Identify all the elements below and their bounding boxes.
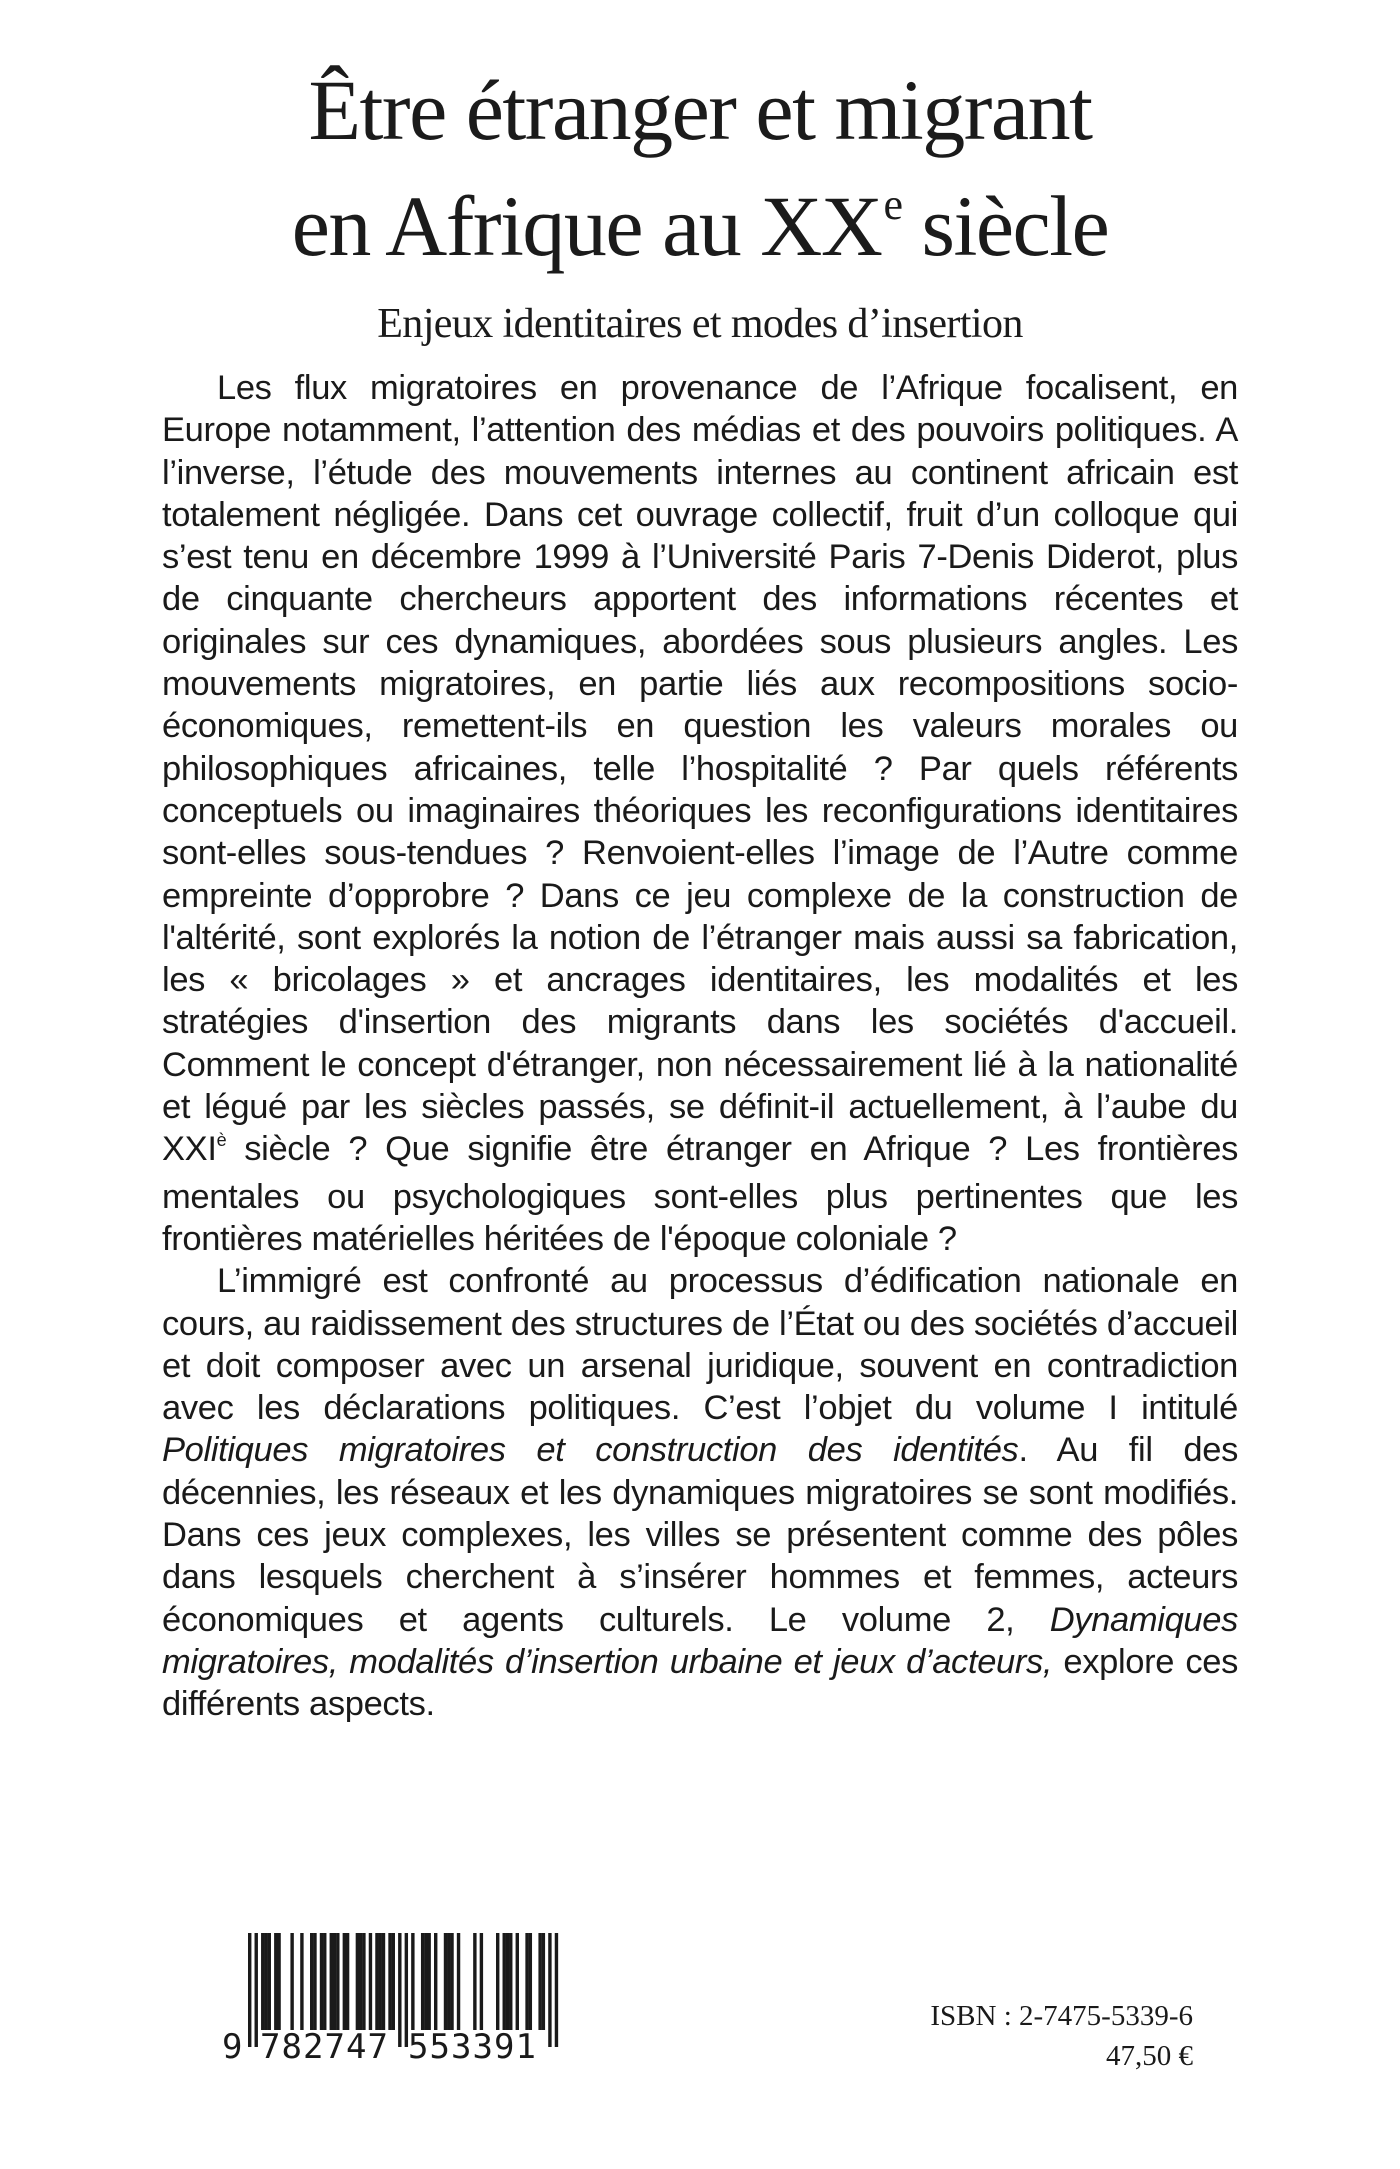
text-run: siècle ? Que signifie être étranger en Afrique ? Les frontières mentales ou psychologiques sont-elles plus pertinentes que les frontières matérielles héritées de l'époque coloniale ? (162, 1130, 1238, 1258)
barcode-bar (313, 1933, 316, 2030)
barcode-bar (525, 1933, 528, 2030)
barcode-bar (509, 1933, 512, 2030)
blurb-paragraph-2 (162, 1260, 1238, 1725)
text-run: explore ces différents aspects. (162, 1642, 1238, 1724)
barcode-bar (277, 1933, 280, 2030)
text-run: . Au fil des décennies, les réseaux et les dynamiques migratoires se sont modifiés. Dans ces jeux complexes, les villes se présentent comme des pôles dans lesquels cherchent à s’insérer hommes et femmes, acteurs économiques et agents culturels. Le volume 2, (162, 1431, 1238, 1639)
barcode-bar (427, 1933, 430, 2030)
barcode-bar (538, 1933, 541, 2030)
barcode-bar (548, 1933, 551, 2047)
barcode-bar (274, 1933, 277, 2030)
barcode-bar (323, 1933, 326, 2030)
barcode-bar (503, 1933, 506, 2030)
barcode-first-digit: 9 (222, 2027, 243, 2067)
blurb (162, 367, 1238, 1726)
barcode-bar (300, 1933, 303, 2030)
barcode-bar (333, 1933, 336, 2030)
barcode-bar (411, 1933, 414, 2030)
barcode-bar (379, 1933, 382, 2030)
barcode-bar (506, 1933, 509, 2030)
barcode-bar (369, 1933, 372, 2030)
barcode-bar (421, 1933, 424, 2030)
barcode-bar (473, 1933, 476, 2030)
barcode-bar (542, 1933, 545, 2030)
isbn-barcode (210, 1930, 570, 2070)
barcode-bar (362, 1933, 365, 2030)
barcode-right-digits: 553391 (408, 2027, 536, 2067)
book-title-line-1: Être étranger et migrant (308, 62, 1092, 158)
italic-title-run: Politiques migratoires et construction des identités (162, 1431, 1019, 1470)
barcode-bar (398, 1933, 401, 2047)
barcode-bar (529, 1933, 532, 2030)
barcode-bar (388, 1933, 391, 2030)
barcode-bar (356, 1933, 359, 2030)
book-title-line-2 (0, 176, 1400, 291)
barcode-bar (264, 1933, 267, 2030)
barcode-bar (450, 1933, 453, 2030)
barcode-bar (434, 1933, 437, 2030)
barcode-bar (268, 1933, 271, 2030)
barcode-bar (310, 1933, 313, 2030)
barcode-bar (248, 1933, 251, 2047)
barcode-bar (330, 1933, 333, 2030)
italic-title-run: Dynamiques migratoires, modalités d’insertion urbaine et jeux d’acteurs, (162, 1600, 1238, 1681)
superscript-run: è (216, 1130, 227, 1151)
text-run: L’immigré est confronté au processus d’édification nationale en cours, au raidissement des structures de l’État ou des sociétés d’accueil et doit composer avec un arsenal juridique, souvent en contradiction avec les déclarations politiques. C’est l’objet du volume I intitulé (162, 1262, 1238, 1428)
barcode-bar (382, 1933, 385, 2030)
barcode-bar (392, 1933, 395, 2030)
title-century-superscript: e (883, 180, 902, 229)
barcode-bar (375, 1933, 378, 2030)
barcode-bar (343, 1933, 346, 2030)
barcode-bar (555, 1933, 558, 2047)
barcode-bar (336, 1933, 339, 2030)
barcode-bar (496, 1933, 499, 2030)
barcode-left-digits: 782747 (260, 2027, 388, 2067)
blurb-paragraph-1 (162, 367, 1238, 1260)
book-subtitle: Enjeux identitaires et modes d’insertion (377, 301, 1023, 347)
barcode-bar (255, 1933, 258, 2047)
isbn-number: ISBN : 2-7475-5339-6 (930, 2000, 1193, 2032)
barcode-bar (457, 1933, 460, 2030)
barcode-bar (320, 1933, 323, 2030)
price: 47,50 € (1106, 2040, 1193, 2072)
title-line-2-end: siècle (901, 178, 1109, 274)
barcode-bar (447, 1933, 450, 2030)
barcode-bar (346, 1933, 349, 2030)
barcode-bar (261, 1933, 264, 2030)
barcode-bar (444, 1933, 447, 2030)
text-run: Les flux migratoires en provenance de l’Afrique focalisent, en Europe notamment, l’attention des médias et des pouvoirs politiques. A l’inverse, l’étude des mouvements internes au continent africain est totalement négligée. Dans cet ouvrage collectif, fruit d’un colloque qui s’est tenu en décembre 1999 à l’Université Paris 7-Denis Diderot, plus de cinquante chercheurs apportent des informations récentes et originales sur ces dynamiques, abordées sous plusieurs angles. Les mouvements migratoires, en partie liés aux recompositions socio-économiques, remettent-ils en question les valeurs morales ou philosophiques africaines, telle l’hospitalité ? Par quels référents conceptuels ou imaginaires théoriques les reconfigurations identitaires sont-elles sous-tendues ? Renvoient-elles l’image de l’Autre comme empreinte d’opprobre ? Dans ce jeu complexe de la construction de l'altérité, sont explorés la notion de l’étranger mais aussi sa fabrication, les « bricolages » et ancrages identitaires, les modalités et les stratégies d'insertion des migrants dans les sociétés d'accueil. Comment le concept d'étranger, non nécessairement lié à la nationalité et légué par les siècles passés, se définit-il actuellement, à l’aube du XXI (162, 369, 1238, 1169)
barcode-bar (516, 1933, 519, 2030)
title-line-2-main: en Afrique au XX (291, 178, 882, 274)
barcode-bar (290, 1933, 293, 2030)
barcode-bar (480, 1933, 483, 2030)
barcode-bar (359, 1933, 362, 2030)
barcode-bar (424, 1933, 427, 2030)
